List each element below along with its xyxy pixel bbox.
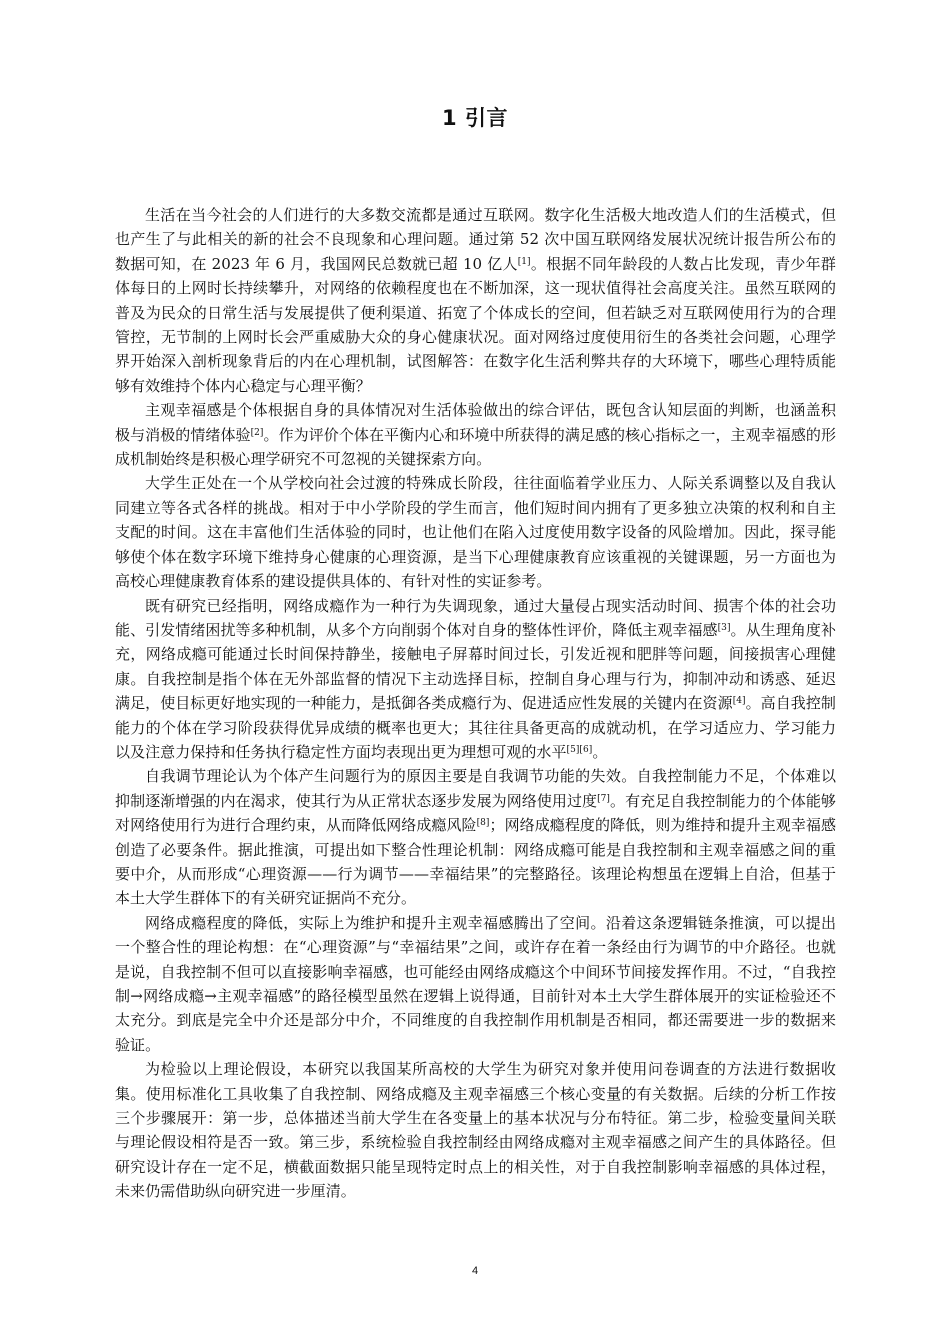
citation-marker: [2]	[250, 427, 264, 438]
citation-marker: [8]	[476, 818, 490, 829]
paragraph-text: 。高自我控制能力的个体在学习阶段获得优异成绩的概率也更大；其往往具备更高的成就动机，在学习适应力、学习能力以及注意力保持和任务执行稳定性方面均表现出更为理想可观的水平	[115, 694, 836, 761]
paragraph-text: 为检验以上理论假设，本研究以我国某所高校的大学生为研究对象并使用问卷调查的方法进行数据收集。使用标准化工具收集了自我控制、网络成瘾及主观幸福感三个核心变量的有关数据。后续的分析工作按三个步骤展开：第一步，总体描述当前大学生在各变量上的基本状况与分布特征。第二步，检验变量间关联与理论假设相符是否一致。第三步，系统检验自我控制经由网络成瘾对主观幸福感之间产生的具体路径。但研究设计存在一定不足，横截面数据只能呈现特定时点上的相关性，对于自我控制影响幸福感的具体过程，未来仍需借助纵向研究进一步厘清。	[115, 1060, 836, 1201]
paragraph-text: 。	[592, 742, 608, 761]
citation-marker: [4]	[732, 696, 746, 707]
paragraph-text: 。有充足自我控制能力的个体能够对网络使用行为进行合理约束，从而降低网络成瘾风险	[115, 791, 836, 835]
section-title: 1 引言	[442, 106, 508, 130]
paragraph-text: 既有研究已经指明，网络成瘾作为一种行为失调现象，通过大量侵占现实活动时间、损害个体的社会功能、引发情绪困扰等多种机制，从多个方向削弱个体对自身的整体性评价，降低主观幸福感	[115, 596, 836, 639]
paragraph-text: 生活在当今社会的人们进行的大多数交流都是通过互联网。数字化生活极大地改造人们的生活模式，但也产生了与此相关的新的社会不良现象和心理问题。通过第 52 次中国互联网络发展状况统计报告所公布的数据可知，在 2023 年 6 月，我国网民总数就已超 10 亿人	[115, 206, 836, 273]
citation-marker: [5][6]	[566, 744, 593, 755]
paragraph-text: 网络成瘾程度的降低，实际上为维护和提升主观幸福感腾出了空间。沿着这条逻辑链条推演，可以提出一个整合性的理论构想：在“心理资源”与“幸福结果”之间，或许存在着一条经由行为调节的中介路径。也就是说，自我控制不但可以直接影响幸福感，也可能经由网络成瘾这个中间环节间接发挥作用。不过，“自我控制→网络成瘾→主观幸福感”的路径模型虽然在逻辑上说得通，目前针对本土大学生群体展开的实证检验还不太充分。到底是完全中介还是部分中介，不同维度的自我控制作用机制是否相同，都还需要进一步的数据来验证。	[115, 913, 836, 1054]
citation-marker: [1]	[517, 256, 531, 267]
body-text	[115, 203, 836, 1204]
paragraph	[115, 594, 836, 765]
paragraph-text: 主观幸福感是个体根据自身的具体情况对生活体验做出的综合评估，既包含认知层面的判断，也涵盖积极与消极的情绪体验	[115, 401, 836, 444]
paragraph	[115, 203, 836, 398]
paragraph-text: 。作为评价个体在平衡内心和环境中所获得的满足感的核心指标之一，主观幸福感的形成机制始终是积极心理学研究不可忽视的关键探索方向。	[115, 425, 836, 469]
paragraph-text: 自我调节理论认为个体产生问题行为的原因主要是自我调节功能的失效。自我控制能力不足，个体难以抑制逐渐增强的内在渴求，使其行为从正常状态逐步发展为网络使用过度	[115, 767, 836, 810]
paragraph	[115, 1057, 836, 1203]
paragraph-text: 。从生理角度补充，网络成瘾可能通过长时间保持静坐，接触电子屏幕时间过长，引发近视和肥胖等问题，间接损害心理健康。自我控制是指个体在无外部监督的情况下主动选择目标，控制自身心理与行为，抑制冲动和诱惑、延迟满足，使目标更好地实现的一种能力，是抵御各类成瘾行为、促进适应性发展的关键内在资源	[115, 620, 836, 713]
paragraph-text: 大学生正处在一个从学校向社会过渡的特殊成长阶段，往往面临着学业压力、人际关系调整以及自我认同建立等各式各样的挑战。相对于中小学阶段的学生而言，他们短时间内拥有了更多独立决策的权利和自主支配的时间。这在丰富他们生活体验的同时，也让他们在陷入过度使用数字设备的风险增加。因此，探寻能够使个体在数字环境下维持身心健康的心理资源，是当下心理健康教育应该重视的关键课题，另一方面也为高校心理健康教育体系的建设提供具体的、有针对性的实证参考。	[115, 474, 836, 591]
citation-marker: [7]	[597, 793, 610, 804]
paragraph	[115, 764, 836, 910]
paragraph-text: 。根据不同年龄段的人数占比发现，青少年群体每日的上网时长持续攀升，对网络的依赖程度也在不断加深，这一现状值得社会高度关注。虽然互联网的普及为民众的日常生活与发展提供了便利渠道、拓宽了个体成长的空间，但若缺乏对互联网使用行为的合理管控，无节制的上网时长会严重威胁大众的身心健康状况。面对网络过度使用衍生的各类社会问题，心理学界开始深入剖析现象背后的内在心理机制，试图解答：在数字化生活利弊共存的大环境下，哪些心理特质能够有效维持个体内心稳定与心理平衡？	[115, 254, 836, 395]
paragraph	[115, 398, 836, 471]
paragraph	[115, 911, 836, 1057]
page-number: 4	[471, 1265, 479, 1277]
citation-marker: [3]	[717, 622, 731, 633]
paragraph	[115, 471, 836, 593]
paragraph-text: ；网络成瘾程度的降低，则为维持和提升主观幸福感创造了必要条件。据此推演，可提出如下整合性理论机制：网络成瘾可能是自我控制和主观幸福感之间的重要中介，从而形成“心理资源——行为调节——幸福结果”的完整路径。该理论构想虽在逻辑上自洽，但基于本土大学生群体下的有关研究证据尚不充分。	[115, 816, 837, 908]
